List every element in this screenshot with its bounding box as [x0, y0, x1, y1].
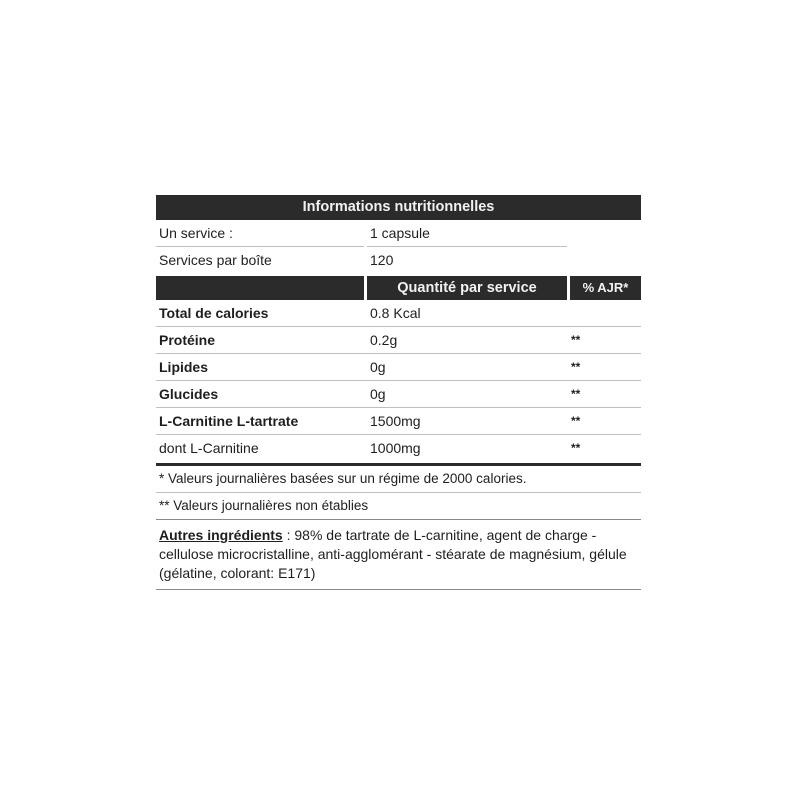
nutrient-row: [156, 381, 641, 408]
nutrient-ajr: **: [571, 333, 581, 347]
nutrient-label: Lipides: [159, 359, 209, 375]
nutrient-ajr: **: [571, 414, 581, 428]
nutrient-label: dont L-Carnitine: [159, 440, 259, 456]
nutrient-ajr: **: [571, 360, 581, 374]
nutrient-value: 0g: [370, 386, 386, 402]
nutrient-label: L-Carnitine L-tartrate: [159, 413, 299, 429]
column-header: [156, 276, 641, 300]
header-blank-cell: [156, 276, 364, 300]
ingredients-label: Autres ingrédients: [159, 527, 283, 543]
nutrient-row: [156, 327, 641, 354]
nutrient-value: 0.2g: [370, 332, 398, 348]
nutrient-row: [156, 300, 641, 327]
ingredients-block: [156, 520, 641, 589]
nutrient-row: [156, 354, 641, 381]
nutrient-ajr: **: [571, 441, 581, 455]
nutrient-value: 0.8 Kcal: [370, 305, 421, 321]
nutrient-label: Protéine: [159, 332, 216, 348]
serving-label: Un service :: [159, 225, 233, 241]
daily-value-note: * Valeurs journalières basées sur un régime de 2000 calories.: [159, 471, 527, 486]
nutrient-value: 1500mg: [370, 413, 421, 429]
nutrient-label: Total de calories: [159, 305, 269, 321]
not-established-note: ** Valeurs journalières non établies: [159, 498, 369, 513]
ajr-header: % AJR*: [570, 276, 641, 300]
nutrient-value: 0g: [370, 359, 386, 375]
servings-per-box-row: [156, 247, 641, 274]
serving-row: [156, 220, 641, 247]
serving-value: 1 capsule: [370, 225, 430, 241]
nutrient-label: Glucides: [159, 386, 219, 402]
divider: [156, 589, 641, 590]
nutrition-facts-table: [156, 195, 641, 590]
servings-per-box-label: Services par boîte: [159, 252, 272, 268]
quantity-header: Quantité par service: [367, 276, 567, 300]
servings-per-box-value: 120: [370, 252, 394, 268]
nutrient-row: [156, 408, 641, 435]
table-title: Informations nutritionnelles: [156, 195, 641, 220]
ingredients-text: : 98% de tartrate de L-carnitine, agent de charge - cellulose microcristalline, anti-agglomérant - stéarate de magnésium, gélule (gélatine, colorant: E171): [159, 527, 627, 581]
nutrient-row: [156, 435, 641, 462]
nutrient-ajr: **: [571, 387, 581, 401]
nutrient-value: 1000mg: [370, 440, 421, 456]
